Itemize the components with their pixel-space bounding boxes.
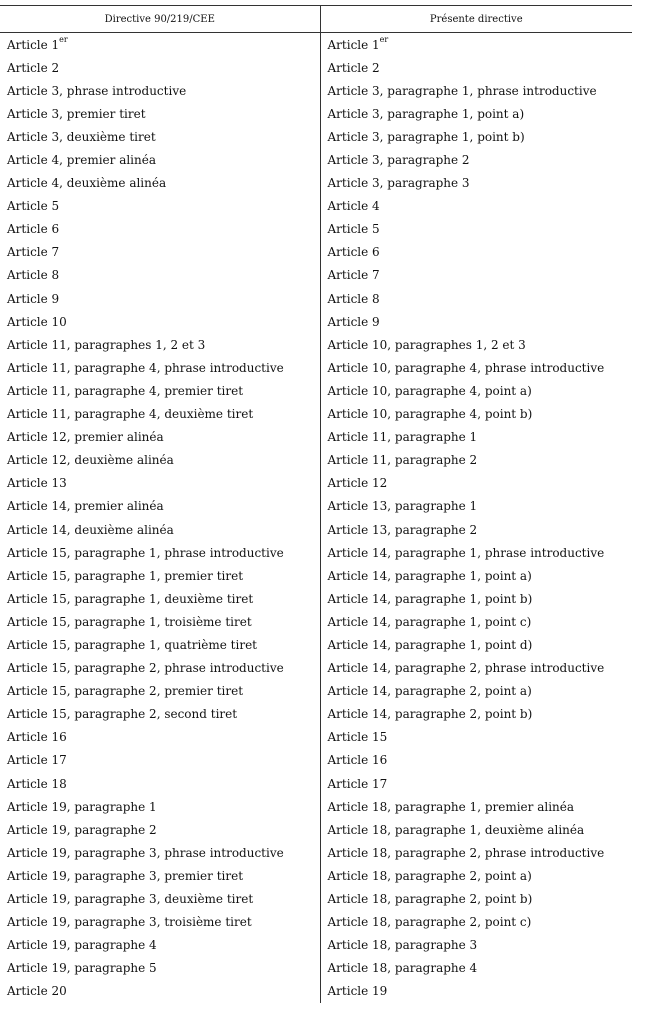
cell-old-article: Article 9 bbox=[0, 287, 320, 310]
cell-new-article: Article 14, paragraphe 2, point b) bbox=[327, 707, 533, 722]
cell-new-article: Article 3, paragraphe 2 bbox=[327, 153, 470, 168]
cell-new-article: Article 11, paragraphe 1 bbox=[327, 430, 478, 445]
cell-new-article: Article 14, paragraphe 1, point b) bbox=[327, 591, 533, 606]
cell-old-article: Article 15, paragraphe 1, quatrième tiret bbox=[0, 633, 320, 656]
cell-new-article: Article 18, paragraphe 2, point c) bbox=[327, 915, 532, 930]
cell-old-article: Article 18 bbox=[0, 772, 320, 795]
table-row bbox=[0, 818, 632, 841]
table-row bbox=[0, 633, 632, 656]
table-row bbox=[0, 287, 632, 310]
cell-new-article: Article 14, paragraphe 2, phrase introductive bbox=[327, 661, 605, 676]
table-row bbox=[0, 887, 632, 910]
cell-old-article: Article 3, premier tiret bbox=[0, 102, 320, 125]
cell-new-article: Article 3, paragraphe 3 bbox=[327, 176, 470, 191]
cell-text: Article 1 bbox=[327, 37, 380, 52]
cell-text: Article 1 bbox=[7, 37, 60, 52]
cell-old-article: Article 19, paragraphe 3, phrase introductive bbox=[0, 841, 320, 864]
table-row bbox=[0, 264, 632, 287]
ordinal-superscript: er bbox=[379, 34, 389, 44]
table-body bbox=[0, 33, 632, 1003]
table-row bbox=[0, 795, 632, 818]
table-row bbox=[0, 33, 632, 57]
cell-old-article: Article 20 bbox=[0, 980, 320, 1003]
cell-new-article: Article 5 bbox=[327, 222, 380, 237]
cell-new-article: Article 14, paragraphe 1, phrase introductive bbox=[327, 545, 605, 560]
cell-old-article: Article 3, deuxième tiret bbox=[0, 125, 320, 148]
table-row bbox=[0, 195, 632, 218]
table-row bbox=[0, 426, 632, 449]
table-row bbox=[0, 79, 632, 102]
cell-old-article: Article 19, paragraphe 4 bbox=[0, 934, 320, 957]
table-row bbox=[0, 310, 632, 333]
cell-new-article: Article 12 bbox=[327, 476, 388, 491]
table-row bbox=[0, 125, 632, 148]
cell-new-article: Article 18, paragraphe 2, point b) bbox=[327, 892, 533, 907]
table-row bbox=[0, 333, 632, 356]
table-row bbox=[0, 841, 632, 864]
cell-new-article: Article 11, paragraphe 2 bbox=[327, 453, 478, 468]
cell-old-article: Article 12, deuxième alinéa bbox=[0, 449, 320, 472]
table-row bbox=[0, 172, 632, 195]
table-row bbox=[0, 518, 632, 541]
table-row bbox=[0, 934, 632, 957]
cell-new-article: Article 13, paragraphe 2 bbox=[327, 522, 478, 537]
cell-old-article bbox=[0, 33, 320, 57]
cell-new-article: Article 3, paragraphe 1, point a) bbox=[327, 106, 525, 121]
cell-new-article: Article 14, paragraphe 1, point c) bbox=[327, 614, 532, 629]
table-row bbox=[0, 541, 632, 564]
cell-old-article: Article 14, deuxième alinéa bbox=[0, 518, 320, 541]
cell-new-article: Article 19 bbox=[327, 984, 388, 999]
cell-old-article: Article 3, phrase introductive bbox=[0, 79, 320, 102]
table-row bbox=[0, 980, 632, 1003]
table-row bbox=[0, 102, 632, 125]
header-present-directive: Présente directive bbox=[320, 6, 632, 33]
cell-new-article: Article 18, paragraphe 1, premier alinéa bbox=[327, 799, 575, 814]
cell-new-article: Article 18, paragraphe 2, point a) bbox=[327, 868, 532, 883]
table-row bbox=[0, 749, 632, 772]
table-row bbox=[0, 726, 632, 749]
cell-new-article: Article 18, paragraphe 2, phrase introductive bbox=[327, 845, 605, 860]
table-row bbox=[0, 241, 632, 264]
cell-old-article: Article 19, paragraphe 2 bbox=[0, 818, 320, 841]
cell-new-article: Article 6 bbox=[327, 245, 380, 260]
cell-new-article: Article 17 bbox=[327, 776, 388, 791]
table-row bbox=[0, 495, 632, 518]
cell-new-article: Article 16 bbox=[327, 753, 388, 768]
cell-old-article: Article 15, paragraphe 1, premier tiret bbox=[0, 564, 320, 587]
table-row bbox=[0, 657, 632, 680]
cell-new-article: Article 3, paragraphe 1, phrase introductive bbox=[327, 83, 597, 98]
table-row bbox=[0, 403, 632, 426]
cell-new-article: Article 18, paragraphe 3 bbox=[327, 938, 478, 953]
cell-old-article: Article 19, paragraphe 3, deuxième tiret bbox=[0, 887, 320, 910]
cell-new-article: Article 2 bbox=[327, 60, 380, 75]
cell-new-article: Article 14, paragraphe 1, point a) bbox=[327, 568, 532, 583]
cell-old-article: Article 13 bbox=[0, 472, 320, 495]
table-row bbox=[0, 379, 632, 402]
cell-old-article: Article 11, paragraphe 4, phrase introductive bbox=[0, 356, 320, 379]
cell-old-article: Article 19, paragraphe 1 bbox=[0, 795, 320, 818]
cell-old-article: Article 15, paragraphe 1, deuxième tiret bbox=[0, 587, 320, 610]
cell-old-article: Article 19, paragraphe 3, premier tiret bbox=[0, 864, 320, 887]
cell-old-article: Article 15, paragraphe 1, troisième tiret bbox=[0, 610, 320, 633]
cell-old-article: Article 7 bbox=[0, 241, 320, 264]
header-old-directive: Directive 90/219/CEE bbox=[0, 6, 320, 33]
table-row bbox=[0, 449, 632, 472]
table-header-row bbox=[0, 6, 632, 33]
cell-new-article: Article 9 bbox=[327, 314, 380, 329]
table-row bbox=[0, 680, 632, 703]
cell-new-article: Article 14, paragraphe 1, point d) bbox=[327, 637, 533, 652]
cell-old-article: Article 12, premier alinéa bbox=[0, 426, 320, 449]
cell-old-article: Article 4, deuxième alinéa bbox=[0, 172, 320, 195]
cell-new-article: Article 13, paragraphe 1 bbox=[327, 499, 478, 514]
cell-new-article: Article 14, paragraphe 2, point a) bbox=[327, 684, 532, 699]
cell-old-article: Article 10 bbox=[0, 310, 320, 333]
cell-old-article: Article 19, paragraphe 5 bbox=[0, 957, 320, 980]
cell-new-article: Article 10, paragraphes 1, 2 et 3 bbox=[327, 337, 526, 352]
cell-old-article: Article 19, paragraphe 3, troisième tiret bbox=[0, 911, 320, 934]
cell-old-article: Article 15, paragraphe 2, second tiret bbox=[0, 703, 320, 726]
cell-new-article: Article 10, paragraphe 4, point a) bbox=[327, 383, 532, 398]
table-row bbox=[0, 610, 632, 633]
table-row bbox=[0, 356, 632, 379]
correlation-table bbox=[0, 5, 632, 1003]
table-row bbox=[0, 587, 632, 610]
cell-new-article: Article 15 bbox=[327, 730, 388, 745]
table-row bbox=[0, 56, 632, 79]
table-row bbox=[0, 703, 632, 726]
cell-old-article: Article 15, paragraphe 2, phrase introductive bbox=[0, 657, 320, 680]
cell-old-article: Article 5 bbox=[0, 195, 320, 218]
table-row bbox=[0, 564, 632, 587]
cell-old-article: Article 11, paragraphe 4, deuxième tiret bbox=[0, 403, 320, 426]
cell-old-article: Article 11, paragraphe 4, premier tiret bbox=[0, 379, 320, 402]
table-row bbox=[0, 218, 632, 241]
cell-new-article: Article 18, paragraphe 1, deuxième alinéa bbox=[327, 822, 585, 837]
table-row bbox=[0, 957, 632, 980]
cell-old-article: Article 15, paragraphe 1, phrase introductive bbox=[0, 541, 320, 564]
cell-old-article: Article 17 bbox=[0, 749, 320, 772]
cell-new-article bbox=[320, 33, 632, 57]
cell-new-article: Article 18, paragraphe 4 bbox=[327, 961, 478, 976]
cell-old-article: Article 16 bbox=[0, 726, 320, 749]
table-row bbox=[0, 772, 632, 795]
cell-old-article: Article 15, paragraphe 2, premier tiret bbox=[0, 680, 320, 703]
cell-new-article: Article 4 bbox=[327, 199, 380, 214]
cell-new-article: Article 10, paragraphe 4, point b) bbox=[327, 407, 533, 422]
table-row bbox=[0, 864, 632, 887]
table-row bbox=[0, 472, 632, 495]
cell-old-article: Article 4, premier alinéa bbox=[0, 148, 320, 171]
ordinal-superscript: er bbox=[59, 34, 68, 44]
cell-old-article: Article 11, paragraphes 1, 2 et 3 bbox=[0, 333, 320, 356]
cell-new-article: Article 8 bbox=[327, 291, 380, 306]
cell-old-article: Article 8 bbox=[0, 264, 320, 287]
cell-new-article: Article 7 bbox=[327, 268, 380, 283]
cell-old-article: Article 2 bbox=[0, 56, 320, 79]
cell-old-article: Article 14, premier alinéa bbox=[0, 495, 320, 518]
table-row bbox=[0, 148, 632, 171]
cell-new-article: Article 10, paragraphe 4, phrase introductive bbox=[327, 360, 605, 375]
cell-new-article: Article 3, paragraphe 1, point b) bbox=[327, 129, 525, 144]
cell-old-article: Article 6 bbox=[0, 218, 320, 241]
table-row bbox=[0, 911, 632, 934]
